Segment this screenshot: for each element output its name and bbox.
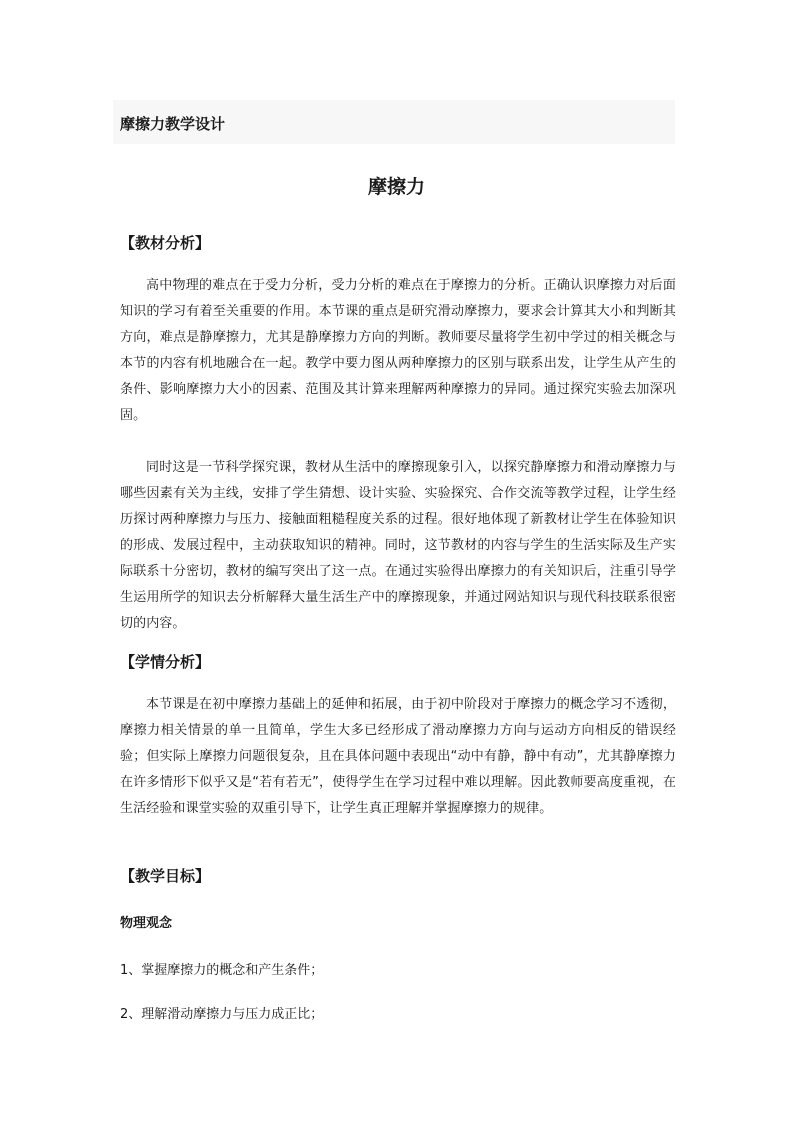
objective-item-2: 2、理解滑动摩擦力与压力成正比； xyxy=(120,1007,324,1022)
heading-student-analysis: 【学情分析】 xyxy=(120,653,211,671)
paragraph-material-analysis-2: 同时这是一节科学探究课，教材从生活中的摩擦现象引入，以探究静摩擦力和滑动摩擦力与哪些因素有关为主线，安排了学生猜想、设计实验、实验探究、合作交流等教学过程，让学生经历探讨两种摩擦力与压力、接触面粗糙程度关系的过程。很好地体现了新教材让学生在体验知识的形成、发展过程中，主动获取知识的精神。同时，这节教材的内容与学生的生活实际及生产实际联系十分密切，教材的编写突出了这一点。在通过实验得出摩擦力的有关知识后，注重引导学生运用所学的知识去分析解释大量生活生产中的摩擦现象，并通过网站知识与现代科技联系很密切的内容。 xyxy=(120,460,676,631)
objective-item-1: 1、掌握摩擦力的概念和产生条件； xyxy=(120,963,324,978)
main-title: 摩擦力 xyxy=(367,176,425,198)
paragraph-material-analysis-1: 高中物理的难点在于受力分析，受力分析的难点在于摩擦力的分析。正确认识摩擦力对后面知识的学习有着至关重要的作用。本节课的重点是研究滑动摩擦力，要求会计算其大小和判断其方向，难点是静摩擦力，尤其是静摩擦力方向的判断。教师要尽量将学生初中学过的相关概念与本节的内容有机地融合在一起。教学中要力图从两种摩擦力的区别与联系出发，让学生从产生的条件、影响摩擦力大小的因素、范围及其计算来理解两种摩擦力的异同。通过探究实验去加深巩固。 xyxy=(120,278,676,423)
heading-teaching-objectives: 【教学目标】 xyxy=(120,867,211,885)
sub-heading-physics-concept: 物理观念 xyxy=(120,916,173,931)
heading-material-analysis: 【教材分析】 xyxy=(120,234,211,252)
document-title: 摩擦力教学设计 xyxy=(120,115,226,133)
paragraph-student-analysis: 本节课是在初中摩擦力基础上的延伸和拓展，由于初中阶段对于摩擦力的概念学习不透彻，摩擦力相关情景的单一且简单，学生大多已经形成了滑动摩擦力方向与运动方向相反的错误经验；但实际上摩擦力问题很复杂，且在具体问题中表现出“动中有静，静中有动”，尤其静摩擦力在许多情形下似乎又是“若有若无”，使得学生在学习过程中难以理解。因此教师要高度重视，在生活经验和课堂实验的双重引导下，让学生真正理解并掌握摩擦力的规律。 xyxy=(120,697,676,816)
